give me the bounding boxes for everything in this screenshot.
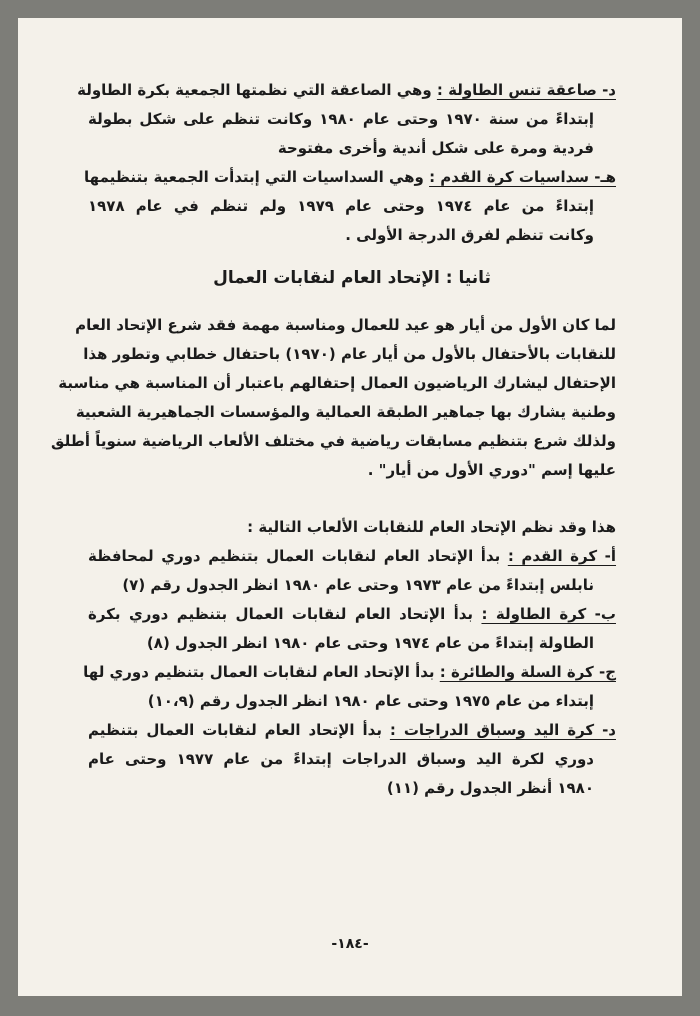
- item-basketball-label: ج- كرة السلة والطائرة :: [439, 663, 616, 681]
- paragraph-line: عليها إسم "دوري الأول من أيار" .: [367, 461, 616, 479]
- paragraph-line: ولذلك شرع بتنظيم مسابقات رياضية في مختلف الألعاب الرياضية سنوياً أطلق: [51, 432, 616, 450]
- item-handball-text: بدأ الإتحاد العام لنقابات العمال بتنظيم: [88, 721, 390, 739]
- section-d-label: د- صاعقة تنس الطاولة :: [436, 81, 616, 99]
- section-h-label: هـ- سداسيات كرة القدم :: [429, 168, 616, 186]
- item-football-label: أ- كرة القدم :: [507, 547, 617, 565]
- section-h-line-2: إبتداءً من عام ١٩٧٤ وحتى عام ١٩٧٩ ولم تنظم في عام ١٩٧٨: [88, 197, 594, 215]
- document-page: [18, 18, 682, 996]
- item-football-line-2: نابلس إبتداءً من عام ١٩٧٣ وحتى عام ١٩٨٠ انظر الجدول رقم (٧): [122, 576, 594, 594]
- item-table-tennis-text: بدأ الإتحاد العام لنقابات العمال بتنظيم دوري بكرة: [88, 605, 482, 623]
- page-content: [51, 76, 617, 803]
- item-handball-line-1: [88, 716, 616, 745]
- section-d-line-3: فردية ومرة على شكل أندية وأخرى مفتوحة: [277, 139, 594, 157]
- item-table-tennis-line-1: [88, 600, 616, 629]
- item-handball-line-3: ١٩٨٠ أنظر الجدول رقم (١١): [386, 779, 594, 797]
- spacer: [88, 485, 616, 513]
- section-h-text: وهي السداسيات التي إبتدأت الجمعية بتنظيمها: [84, 168, 430, 186]
- paragraph-line: وطنية يشارك بها جماهير الطبقة العمالية والمؤسسات الجماهيرية الشعبية: [75, 403, 616, 421]
- section-h-line-1: [84, 163, 616, 192]
- page-number: -١٨٤-: [331, 936, 369, 952]
- paragraph-line: لما كان الأول من أيار هو عيد للعمال ومناسبة مهمة فقد شرع الإتحاد العام: [75, 316, 616, 334]
- section-d-text: وهي الصاعقة التي نظمتها الجمعية بكرة الطاولة: [77, 81, 437, 99]
- games-intro: هذا وقد نظم الإتحاد العام للنقابات الألعاب التالية :: [247, 518, 616, 536]
- item-football-line-1: [88, 542, 616, 571]
- paragraph-line: للنقابات بالأحتفال بالأول من أيار عام (١٩٧٠) باحتفال خطابي وتطور هذا: [83, 345, 616, 363]
- section-d-line-2: إبتداءً من سنة ١٩٧٠ وحتى عام ١٩٨٠ وكانت تنظم على شكل بطولة: [88, 110, 594, 128]
- body-paragraph: [51, 311, 616, 485]
- item-table-tennis-label: ب- كرة الطاولة :: [481, 605, 616, 623]
- item-handball-line-2: دوري لكرة اليد وسباق الدراجات إبتداءً من عام ١٩٧٧ وحتى عام: [88, 750, 594, 768]
- item-table-tennis-line-2: الطاولة إبتداءً من عام ١٩٧٤ وحتى عام ١٩٨٠ انظر الجدول (٨): [146, 634, 594, 652]
- paragraph-line: الإحتفال ليشارك الرياضيون العمال إحتفالهم باعتبار أن المناسبة هي مناسبة: [58, 374, 616, 392]
- item-handball-label: د- كرة اليد وسباق الدراجات :: [389, 721, 616, 739]
- item-basketball-text: بدأ الإتحاد العام لنقابات العمال بتنظيم دوري لها: [83, 663, 440, 681]
- section-heading: ثانيا : الإتحاد العام لنقابات العمال: [213, 268, 491, 288]
- item-football-text: بدأ الإتحاد العام لنقابات العمال بتنظيم دوري لمحافظة: [88, 547, 508, 565]
- section-d-line-1: [77, 76, 616, 105]
- section-h-line-3: وكانت تنظم لفرق الدرجة الأولى .: [345, 226, 594, 244]
- item-basketball-line-2: إبتداء من عام ١٩٧٥ وحتى عام ١٩٨٠ انظر الجدول رقم (١٠،٩): [147, 692, 594, 710]
- item-basketball-line-1: [83, 658, 616, 687]
